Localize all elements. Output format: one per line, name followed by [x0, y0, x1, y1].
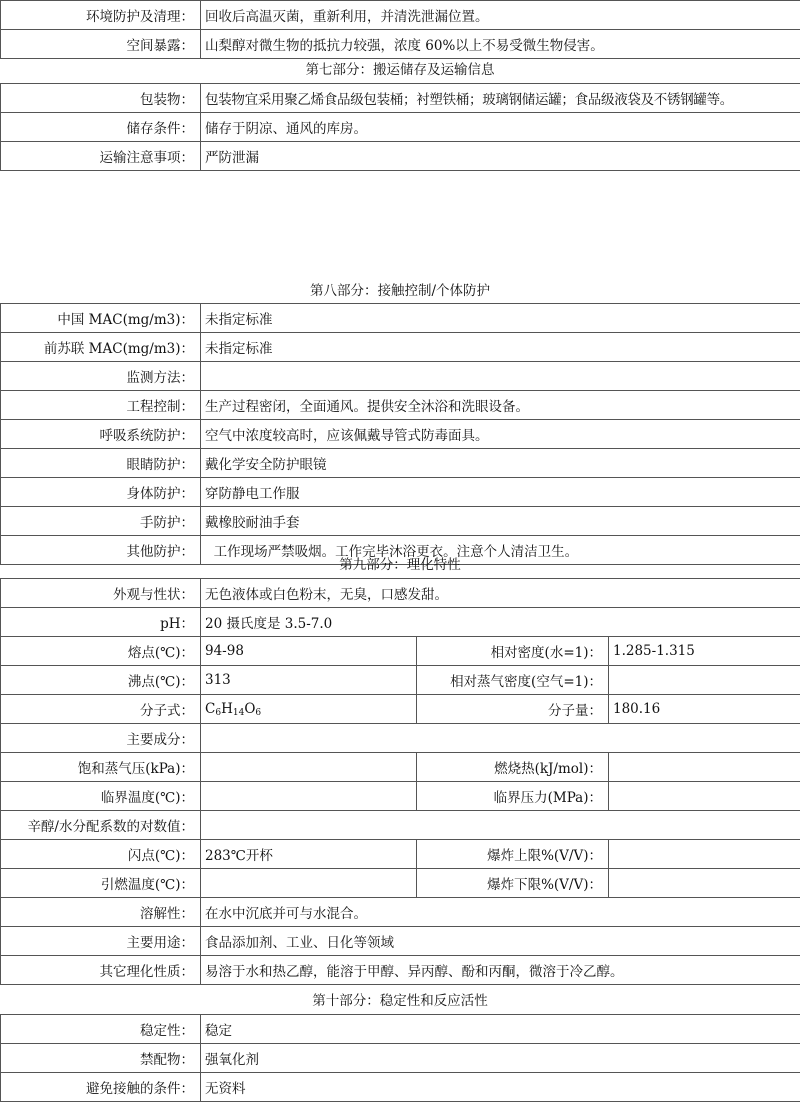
formula-subscript: 14: [233, 708, 244, 718]
row-label: 闪点(℃)：: [1, 840, 201, 869]
row-value: 强氧化剂: [201, 1044, 800, 1073]
row-value: 313: [201, 666, 417, 695]
row-value: 20 摄氏度是 3.5-7.0: [201, 608, 800, 637]
table-row: [1, 869, 800, 898]
row-value: 生产过程密闭，全面通风。提供安全沐浴和洗眼设备。: [201, 391, 800, 420]
row-label: 临界温度(℃)：: [1, 782, 201, 811]
row-label: 主要用途：: [1, 927, 201, 956]
row-label-2: 爆炸上限%(V/V)：: [417, 840, 609, 869]
row-value-2: [609, 753, 800, 782]
table-row: [1, 333, 800, 362]
table-row: [1, 1044, 800, 1073]
table-row: [1, 304, 800, 333]
formula-subscript: 6: [215, 708, 221, 718]
row-value: [201, 724, 800, 753]
row-label: 包装物：: [1, 84, 201, 113]
table-row: [1, 362, 800, 391]
row-label: 呼吸系统防护：: [1, 420, 201, 449]
row-label: 手防护：: [1, 507, 201, 536]
row-label: 运输注意事项：: [1, 142, 201, 171]
formula-subscript: 6: [255, 708, 261, 718]
table-row: [1, 30, 800, 59]
row-label: 身体防护：: [1, 478, 201, 507]
row-label: 其它理化性质：: [1, 956, 201, 985]
row-value: 在水中沉底并可与水混合。: [201, 898, 800, 927]
row-label: 环境防护及清理：: [1, 1, 201, 30]
section-10-title: 第十部分：稳定性和反应活性: [0, 991, 800, 1011]
row-value: 储存于阴凉、通风的库房。: [201, 113, 800, 142]
table-row: [1, 753, 800, 782]
row-value-2: [609, 869, 800, 898]
formula-element: C: [205, 701, 215, 717]
section-7-title: 第七部分：搬运储存及运输信息: [0, 60, 800, 80]
row-label: 空间暴露：: [1, 30, 201, 59]
table-row: [1, 1, 800, 30]
row-label: 禁配物：: [1, 1044, 201, 1073]
row-label-2: 分子量：: [417, 695, 609, 724]
table-row: [1, 811, 800, 840]
row-label: 储存条件：: [1, 113, 201, 142]
row-value: 穿防静电工作服: [201, 478, 800, 507]
row-value: 戴化学安全防护眼镜: [201, 449, 800, 478]
table-row: [1, 898, 800, 927]
table-row: [1, 84, 800, 113]
row-label: 中国 MAC(mg/m3)：: [1, 304, 201, 333]
table-row: [1, 142, 800, 171]
row-value-2: 1.285-1.315: [609, 637, 800, 666]
row-value: 山梨醇对微生物的抵抗力较强，浓度 60%以上不易受微生物侵害。: [201, 30, 800, 59]
row-value: 94-98: [201, 637, 417, 666]
row-value: 工作现场严禁吸烟。工作完毕沐浴更衣。注意个人清洁卫生。: [201, 536, 800, 565]
formula-element: O: [244, 701, 255, 717]
table-row: [1, 391, 800, 420]
row-value: 未指定标准: [201, 304, 800, 333]
row-value: 空气中浓度较高时，应该佩戴导管式防毒面具。: [201, 420, 800, 449]
table-row: [1, 782, 800, 811]
row-label: 溶解性：: [1, 898, 201, 927]
table-row: [1, 449, 800, 478]
row-value: 无资料: [201, 1073, 800, 1102]
row-label: 辛醇/水分配系数的对数值：: [1, 811, 201, 840]
row-value: 食品添加剂、工业、日化等领域: [201, 927, 800, 956]
table-row: [1, 420, 800, 449]
row-label: 其他防护：: [1, 536, 201, 565]
section-7: [0, 83, 800, 171]
row-value: 283℃开杯: [201, 840, 417, 869]
row-label: 工程控制：: [1, 391, 201, 420]
table-row: [1, 695, 800, 724]
row-label-2: 相对密度(水=1)：: [417, 637, 609, 666]
row-label: 监测方法：: [1, 362, 201, 391]
table-row: [1, 113, 800, 142]
section-9-table: [0, 578, 800, 985]
table-row: [1, 724, 800, 753]
row-value: [201, 811, 800, 840]
row-value-2: 180.16: [609, 695, 800, 724]
section-8-title: 第八部分：接触控制/个体防护: [0, 281, 800, 301]
row-label: 外观与性状：: [1, 579, 201, 608]
table-row: [1, 840, 800, 869]
row-label-2: 燃烧热(kJ/mol)：: [417, 753, 609, 782]
row-value-2: [609, 840, 800, 869]
table-row: [1, 666, 800, 695]
row-label: 主要成分：: [1, 724, 201, 753]
row-label: 分子式：: [1, 695, 201, 724]
section-8: [0, 303, 800, 565]
molecular-formula: [201, 695, 417, 724]
section-7-table: [0, 83, 800, 171]
section-9: [0, 578, 800, 985]
row-label: pH：: [1, 608, 201, 637]
row-label-2: 爆炸下限%(V/V)：: [417, 869, 609, 898]
table-row: [1, 478, 800, 507]
row-label: 饱和蒸气压(kPa)：: [1, 753, 201, 782]
section-10-table: [0, 1014, 800, 1102]
row-value: [201, 869, 417, 898]
row-value: [201, 362, 800, 391]
table-row: [1, 608, 800, 637]
row-value-2: [609, 666, 800, 695]
table-row: [1, 927, 800, 956]
row-label: 前苏联 MAC(mg/m3)：: [1, 333, 201, 362]
section-6-table: [0, 0, 800, 59]
table-row: [1, 579, 800, 608]
table-row: [1, 1015, 800, 1044]
row-value: 未指定标准: [201, 333, 800, 362]
row-value: 回收后高温灭菌，重新利用，并清洗泄漏位置。: [201, 1, 800, 30]
row-label-2: 临界压力(MPa)：: [417, 782, 609, 811]
section-9-title: 第九部分：理化特性: [0, 555, 800, 575]
row-label: 稳定性：: [1, 1015, 201, 1044]
row-label: 熔点(℃)：: [1, 637, 201, 666]
section-8-table: [0, 303, 800, 565]
row-label: 沸点(℃)：: [1, 666, 201, 695]
row-value: [201, 782, 417, 811]
row-value: 易溶于水和热乙醇，能溶于甲醇、异丙醇、酚和丙酮，微溶于冷乙醇。: [201, 956, 800, 985]
row-value: [201, 753, 417, 782]
row-value: 包装物宜采用聚乙烯食品级包装桶；衬塑铁桶；玻璃钢储运罐；食品级液袋及不锈钢罐等。: [201, 84, 800, 113]
table-row: [1, 637, 800, 666]
row-label: 避免接触的条件：: [1, 1073, 201, 1102]
section-10: [0, 1014, 800, 1102]
row-label: 引燃温度(℃)：: [1, 869, 201, 898]
row-value: 无色液体或白色粉末，无臭，口感发甜。: [201, 579, 800, 608]
row-value-2: [609, 782, 800, 811]
row-label: 眼睛防护：: [1, 449, 201, 478]
table-row: [1, 507, 800, 536]
row-label-2: 相对蒸气密度(空气=1)：: [417, 666, 609, 695]
row-value: 严防泄漏: [201, 142, 800, 171]
formula-element: H: [221, 701, 233, 717]
section-6-tail: [0, 0, 800, 59]
row-value: 稳定: [201, 1015, 800, 1044]
row-value: 戴橡胶耐油手套: [201, 507, 800, 536]
table-row: [1, 1073, 800, 1102]
table-row: [1, 956, 800, 985]
